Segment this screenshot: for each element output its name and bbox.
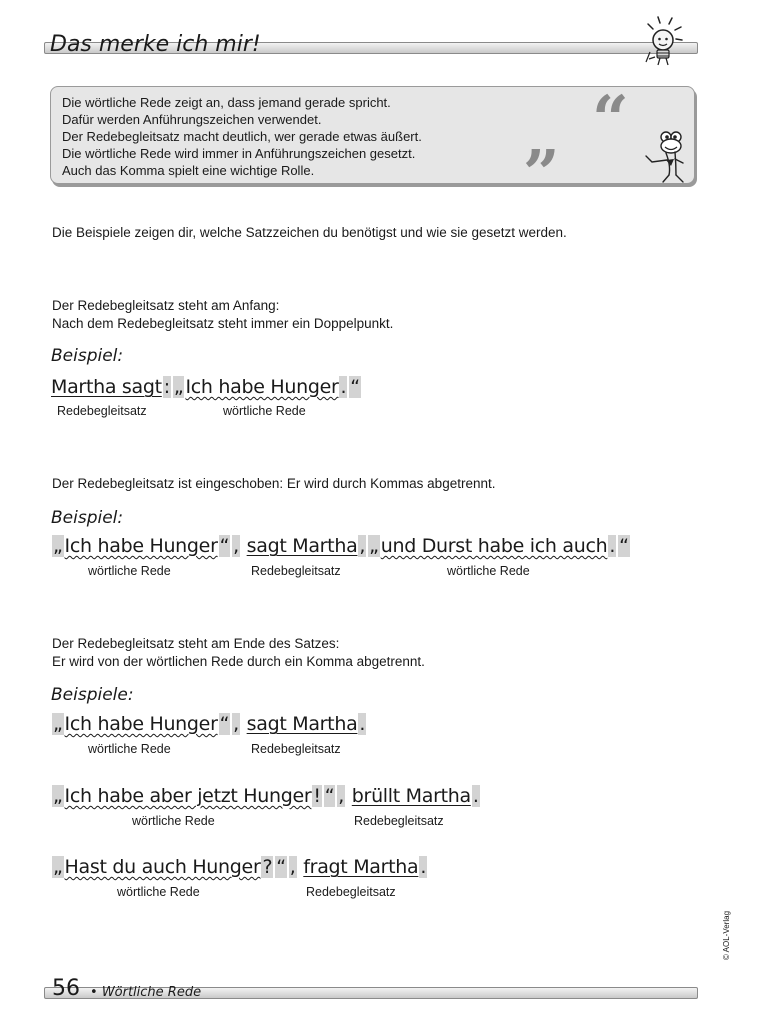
question-mark: ? — [262, 856, 273, 878]
open-quote-mark: „ — [53, 713, 63, 735]
section2-example — [51, 535, 631, 557]
label-woertliche-rede: wörtliche Rede — [447, 564, 530, 578]
period-mark: . — [420, 856, 427, 878]
comma-mark: , — [338, 785, 345, 807]
label-redebegleitsatz: Redebegleitsatz — [251, 564, 341, 578]
quote-close-glyph: „ — [524, 100, 561, 175]
redebegleitsatz: sagt Martha — [246, 535, 358, 557]
redebegleitsatz: brüllt Martha — [351, 785, 471, 807]
open-quote-mark: „ — [53, 785, 63, 807]
info-line: Die wörtliche Rede wird immer in Anführungszeichen gesetzt. — [62, 146, 416, 161]
section2-heading: Beispiel: — [51, 508, 124, 528]
section1-rule-line2: Nach dem Redebegleitsatz steht immer ein Doppelpunkt. — [52, 316, 394, 331]
comma-mark: , — [359, 535, 366, 557]
close-quote-mark: “ — [350, 376, 360, 398]
exclamation-mark: ! — [313, 785, 321, 807]
section3-example-2 — [51, 785, 481, 807]
section2-rule-line1: Der Redebegleitsatz ist eingeschoben: Er wird durch Kommas abgetrennt. — [52, 476, 496, 491]
open-quote-mark: „ — [369, 535, 379, 557]
info-line: Dafür werden Anführungszeichen verwendet. — [62, 112, 322, 127]
label-redebegleitsatz: Redebegleitsatz — [57, 404, 147, 418]
close-quote-mark: “ — [219, 535, 230, 557]
quote-open-glyph: “ — [592, 82, 629, 157]
period-mark: . — [472, 785, 479, 807]
label-woertliche-rede: wörtliche Rede — [223, 404, 306, 418]
redebegleitsatz: sagt Martha — [246, 713, 358, 735]
frog-mascot-icon — [636, 128, 692, 186]
period-mark: . — [340, 376, 347, 398]
page-title: Das merke ich mir! — [50, 32, 261, 57]
section3-example-1 — [51, 713, 367, 735]
redebegleitsatz: fragt Martha — [303, 856, 419, 878]
period-mark: . — [359, 713, 366, 735]
lightbulb-icon — [636, 14, 690, 68]
colon-mark: : — [163, 376, 170, 398]
footer-title-text: Wörtliche Rede — [101, 985, 202, 1000]
close-quote-mark: “ — [276, 856, 286, 878]
close-quote-mark: “ — [219, 713, 230, 735]
info-line: Die wörtliche Rede zeigt an, dass jemand gerade spricht. — [62, 95, 391, 110]
label-woertliche-rede: wörtliche Rede — [132, 814, 215, 828]
woertliche-rede: Ich habe aber jetzt Hunger — [64, 785, 312, 807]
label-woertliche-rede: wörtliche Rede — [88, 564, 171, 578]
open-quote-mark: „ — [53, 856, 63, 878]
intro-text: Die Beispiele zeigen dir, welche Satzzeichen du benötigst und wie sie gesetzt werden. — [52, 225, 567, 240]
section3-rule-line2: Er wird von der wörtlichen Rede durch ein Komma abgetrennt. — [52, 654, 425, 669]
woertliche-rede: Ich habe Hunger — [64, 713, 218, 735]
label-redebegleitsatz: Redebegleitsatz — [306, 885, 396, 899]
label-redebegleitsatz: Redebegleitsatz — [251, 742, 341, 756]
label-woertliche-rede: wörtliche Rede — [88, 742, 171, 756]
info-text — [62, 94, 422, 179]
open-quote-mark: „ — [173, 376, 184, 398]
open-quote-mark: „ — [53, 535, 63, 557]
comma-mark: , — [233, 535, 239, 557]
woertliche-rede: und Durst habe ich auch — [380, 535, 608, 557]
comma-mark: , — [233, 713, 239, 735]
label-redebegleitsatz: Redebegleitsatz — [354, 814, 444, 828]
comma-mark: , — [289, 856, 296, 878]
section3-rule-line1: Der Redebegleitsatz steht am Ende des Satzes: — [52, 636, 340, 651]
woertliche-rede: Ich habe Hunger — [64, 535, 218, 557]
footer-title — [90, 985, 201, 1000]
info-line: Auch das Komma spielt eine wichtige Rolle. — [62, 163, 315, 178]
woertliche-rede: Hast du auch Hunger — [64, 856, 261, 878]
section3-heading: Beispiele: — [51, 685, 134, 705]
copyright-notice: © AOL-Verlag — [722, 910, 731, 960]
section1-rule-line1: Der Redebegleitsatz steht am Anfang: — [52, 298, 280, 313]
section1-example — [51, 376, 362, 398]
page-number: 56 — [52, 976, 80, 1001]
footer-bullet: • — [90, 985, 98, 1000]
section1-heading: Beispiel: — [51, 346, 124, 366]
info-line: Der Redebegleitsatz macht deutlich, wer gerade etwas äußert. — [62, 129, 422, 144]
section3-example-3 — [51, 856, 428, 878]
close-quote-mark: “ — [324, 785, 335, 807]
close-quote-mark: “ — [619, 535, 629, 557]
redebegleitsatz: Martha sagt — [51, 376, 162, 398]
period-mark: . — [609, 535, 616, 557]
woertliche-rede: Ich habe Hunger — [185, 376, 339, 398]
label-woertliche-rede: wörtliche Rede — [117, 885, 200, 899]
